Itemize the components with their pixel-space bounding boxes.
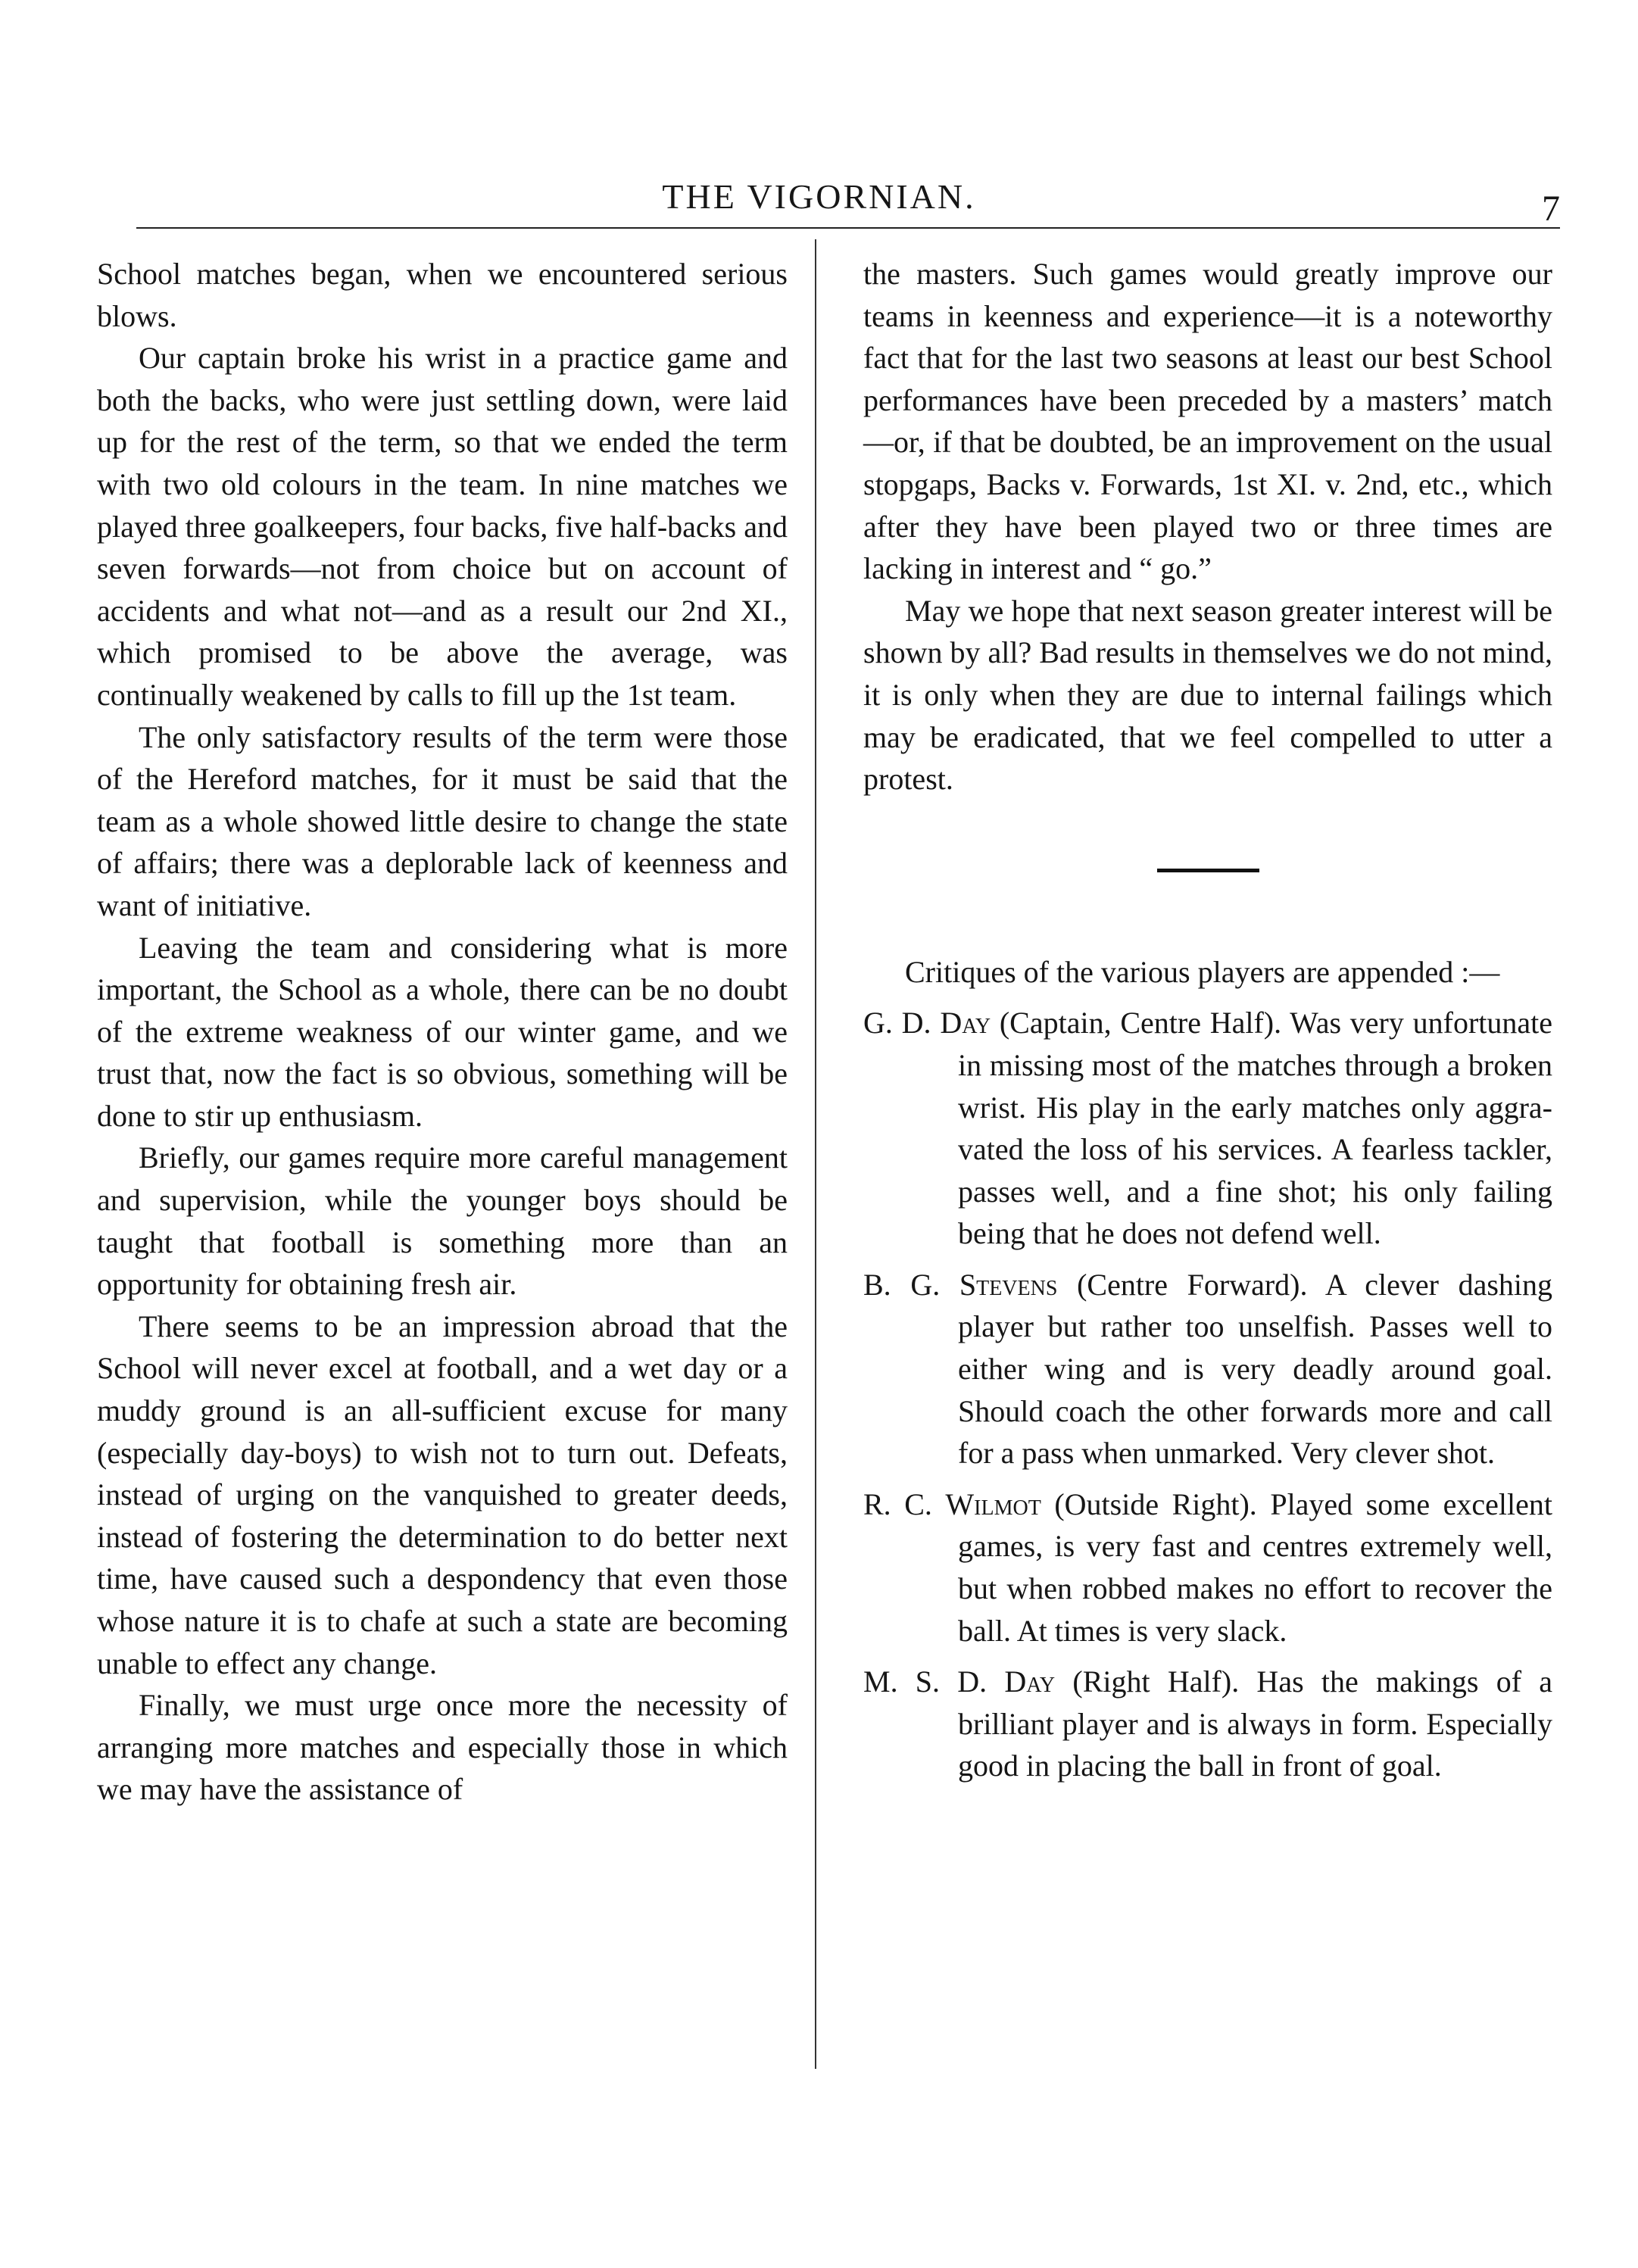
paragraph: Briefly, our games require more careful management and supervision, while the younger boys should be taught that football is something more than an opportunity for obtaining fresh air. bbox=[97, 1140, 788, 1302]
player-critique-text: (Outside Right). Played some excellent games, is very fast and centres extremely well, but when robbed makes no effort to recover the ball. At times is very slack. bbox=[958, 1487, 1553, 1648]
paragraph: There seems to be an impression abroad that the School will never excel at football, and a wet day or a muddy ground is an all-sufficient excuse for many (especially day-boys) to wish not to turn out. Defeats, instead of urging on the vanquished to greater deeds, instead of fostering the determination to do better next time, have caused such a despondency that even those whose nature it is to chafe at such a state are becoming unable to effect any change. bbox=[97, 1309, 788, 1680]
player-critique bbox=[863, 1002, 1552, 1255]
player-initials: B. G. bbox=[863, 1267, 941, 1302]
player-initials: R. C. bbox=[863, 1487, 932, 1521]
paragraph: the masters. Such games would greatly improve our teams in keenness and experience—it is a noteworthy fact that for the last two seasons at least our best School performances have been preceded by a masters’ match—or, if that be doubted, be an improvement on the usual stopgaps, Backs v. Forwards, 1st XI. v. 2nd, etc., which after they have been played two or three times are lacking in interest and “ go.” bbox=[863, 257, 1552, 586]
paragraph: The only satisfactory results of the term were those of the Hereford matches, for it must be said that the team as a whole showed little desire to change the state of affairs; there was a deplorable lack of keenness and want of initiative. bbox=[97, 719, 788, 922]
player-critique-text: (Centre Forward). A clever dashing player but rather too unselfish. Passes well to either wing and is very deadly around goal. Should coach the other forwards more and call for a pass when unmarked. Very clever shot. bbox=[958, 1267, 1552, 1471]
critiques-intro: Critiques of the various players are appended :— bbox=[905, 954, 1500, 989]
player-critique bbox=[863, 1661, 1552, 1787]
player-critique-text: (Captain, Centre Half). Was very unfortunate in missing most of the matches through a broken wrist. His play in the early matches only aggravated the loss of his services. A fearless tackler, passes well, and a fine shot; his only failing being that he does not defend well. bbox=[958, 1006, 1552, 1251]
header-rule bbox=[136, 227, 1560, 229]
paragraph: School matches began, when we encountered serious blows. bbox=[97, 257, 788, 333]
player-name: Wilmot bbox=[945, 1487, 1041, 1521]
paragraph: Our captain broke his wrist in a practice game and both the backs, who were just settling down, were laid up for the rest of the term, so that we ended the term with two old colours in the team. In nine matches we played three goalkeepers, four backs, five half-backs and seven forwards—not from choice but on account of accidents and what not—and as a result our 2nd XI., which promised to be above the average, was continually weakened by calls to fill up the 1st team. bbox=[97, 341, 788, 712]
page-number: 7 bbox=[1542, 189, 1560, 229]
left-column bbox=[97, 253, 788, 1811]
paragraph: Finally, we must urge once more the necessity of arranging more matches and especially those in which we may have the assistance of bbox=[97, 1688, 788, 1807]
player-critique-text: (Right Half). Has the makings of a brilliant player and is always in form. Especially good in placing the ball in front of goal. bbox=[958, 1664, 1553, 1783]
column-divider bbox=[815, 239, 816, 2069]
running-head: THE VIGORNIAN. bbox=[662, 177, 976, 216]
player-critique bbox=[863, 1483, 1552, 1652]
player-name: Day bbox=[1004, 1664, 1056, 1699]
player-initials: G. D. bbox=[863, 1006, 931, 1040]
paragraph: May we hope that next season greater interest will be shown by all? Bad results in themselves we do not mind, it is only when they are due to internal failings which may be eradicated, that we feel compelled to utter a protest. bbox=[863, 593, 1552, 797]
player-name: Stevens bbox=[959, 1267, 1058, 1302]
player-initials: M. S. D. bbox=[863, 1664, 987, 1699]
right-column bbox=[863, 253, 1552, 1787]
player-name: Day bbox=[940, 1006, 991, 1040]
player-critique bbox=[863, 1264, 1552, 1474]
paragraph: Leaving the team and considering what is more important, the School as a whole, there can be no doubt of the extreme weakness of our winter game, and we trust that, now the fact is so obvious, something will be done to stir up enthusiasm. bbox=[97, 930, 788, 1133]
